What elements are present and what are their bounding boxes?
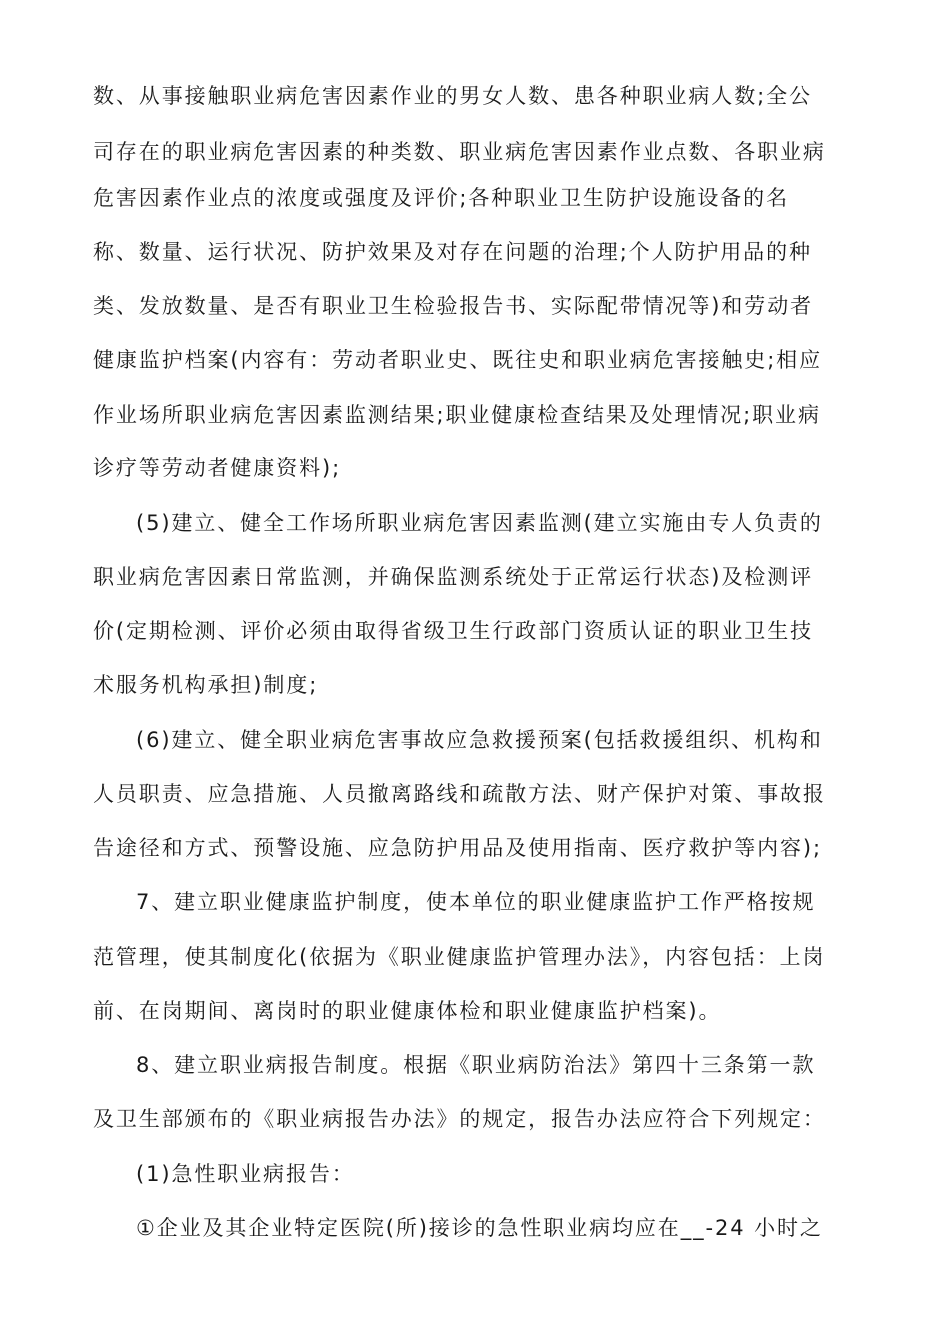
subheading-acute-report: (1)急性职业病报告： [136, 1162, 355, 1186]
paragraph-8-start: 8、建立职业病报告制度。根据《职业病防治法》第四十三条第一款 [136, 1053, 816, 1077]
text-line: 健康监护档案(内容有：劳动者职业史、既往史和职业病危害接触史;相应 [93, 348, 822, 372]
text-line: 告途径和方式、预警设施、应急防护用品及使用指南、医疗救护等内容); [93, 836, 822, 860]
text-line: 职业病危害因素日常监测，并确保监测系统处于正常运行状态)及检测评 [93, 565, 813, 589]
paragraph-5-start: (5)建立、健全工作场所职业病危害因素监测(建立实施由专人负责的 [136, 511, 823, 535]
text-line: 范管理，使其制度化(依据为《职业健康监护管理办法》，内容包括：上岗 [93, 945, 826, 969]
text-line: 司存在的职业病危害因素的种类数、职业病危害因素作业点数、各职业病 [93, 140, 826, 164]
text-line: 及卫生部颁布的《职业病报告办法》的规定，报告办法应符合下列规定： [93, 1107, 826, 1131]
text-line: 诊疗等劳动者健康资料); [93, 456, 342, 480]
text-line: 称、数量、运行状况、防护效果及对存在问题的治理;个人防护用品的种 [93, 240, 812, 264]
text-line: 术服务机构承担)制度; [93, 673, 319, 697]
text-line: 价(定期检测、评价必须由取得省级卫生行政部门资质认证的职业卫生技 [93, 619, 813, 643]
text-line: 数、从事接触职业病危害因素作业的男女人数、患各种职业病人数;全公 [93, 84, 812, 108]
text-line: 类、发放数量、是否有职业卫生检验报告书、实际配带情况等)和劳动者 [93, 294, 813, 318]
text-line: 危害因素作业点的浓度或强度及评价;各种职业卫生防护设施设备的名 [93, 186, 789, 210]
text-line: 作业场所职业病危害因素监测结果;职业健康检查结果及处理情况;职业病 [93, 403, 821, 427]
text-line: 前、在岗期间、离岗时的职业健康体检和职业健康监护档案)。 [93, 999, 722, 1023]
paragraph-6-start: (6)建立、健全职业病危害事故应急救援预案(包括救援组织、机构和 [136, 728, 823, 752]
paragraph-7-start: 7、建立职业健康监护制度，使本单位的职业健康监护工作严格按规 [136, 890, 816, 914]
list-item-1: ①企业及其企业特定医院(所)接诊的急性职业病均应在__-24 小时之 [136, 1216, 823, 1240]
text-line: 人员职责、应急措施、人员撤离路线和疏散方法、财产保护对策、事故报 [93, 782, 826, 806]
